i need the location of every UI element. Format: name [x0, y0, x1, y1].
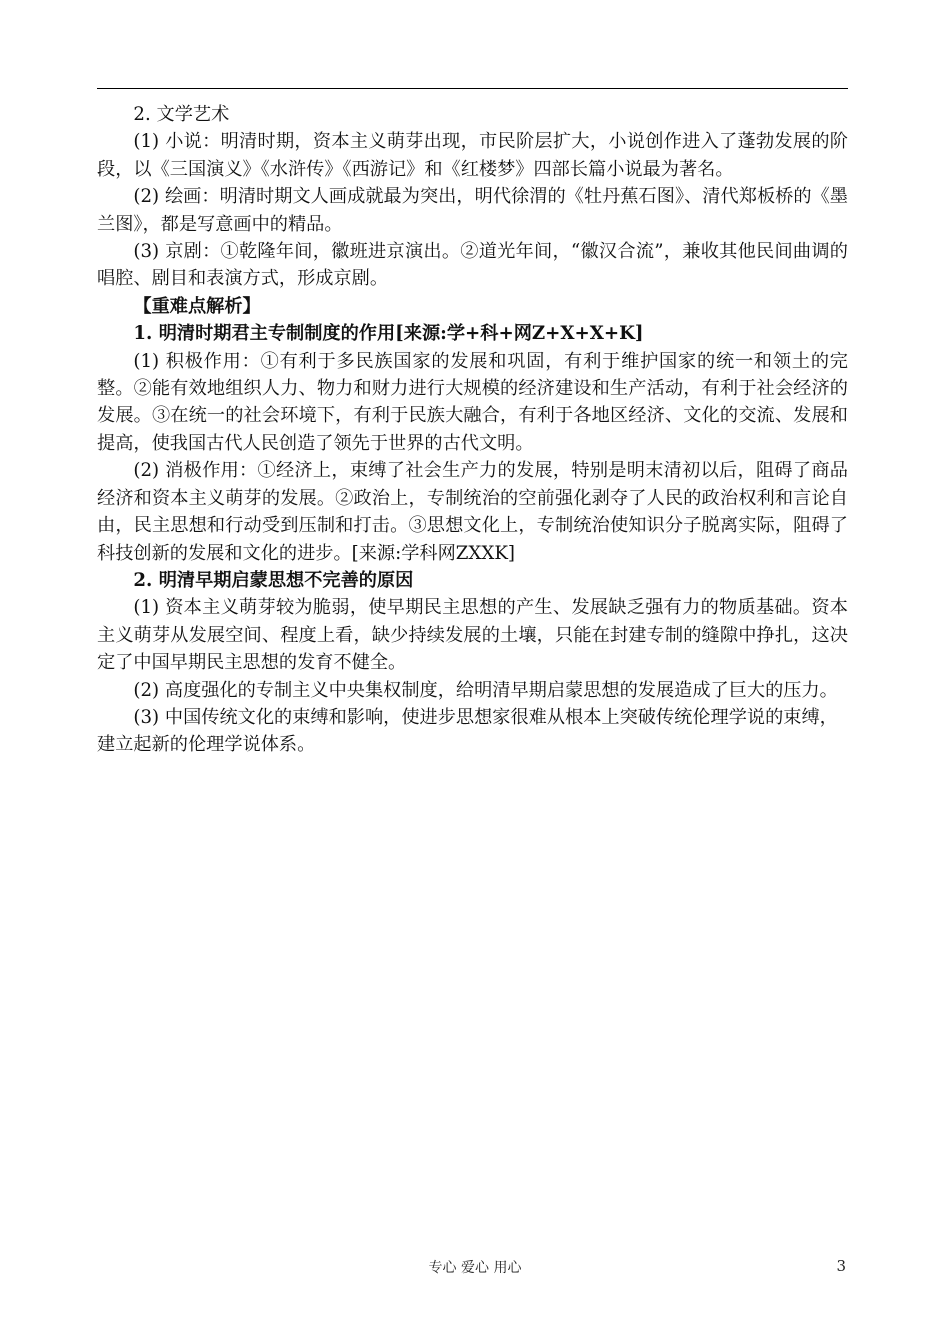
paragraph-painting: (2) 绘画：明清时期文人画成就最为突出，明代徐渭的《牡丹蕉石图》、清代郑板桥的《墨兰图》，都是写意画中的精品。 — [97, 186, 848, 235]
paragraph-reason-1: (1) 资本主义萌芽较为脆弱，使早期民主思想的产生、发展缺乏强有力的物质基础。资本主义萌芽从发展空间、程度上看，缺少持续发展的土壤，只能在封建专制的缝隙中挣扎，这决定了中国早期民主思想的发育不健全。 — [97, 597, 848, 674]
paragraph-novel: (1) 小说：明清时期，资本主义萌芽出现，市民阶层扩大，小说创作进入了蓬勃发展的阶段，以《三国演义》《水浒传》《西游记》和《红楼梦》四部长篇小说最为著名。 — [97, 131, 848, 180]
paragraph-negative-role: (2) 消极作用：①经济上，束缚了社会生产力的发展，特别是明末清初以后，阻碍了商品经济和资本主义萌芽的发展。②政治上，专制统治的空前强化剥夺了人民的政治权利和言论自由，民主思想和行动受到压制和打击。③思想文化上，专制统治使知识分子脱离实际，阻碍了科技创新的发展和文化的进步。[来源:学科网ZXXK] — [97, 460, 848, 564]
paragraph-peking-opera: (3) 京剧：①乾隆年间，徽班进京演出。②道光年间，“徽汉合流”，兼收其他民间曲调的唱腔、剧目和表演方式，形成京剧。 — [97, 241, 848, 290]
document-body — [97, 101, 848, 759]
subheading-autocracy-role: 1. 明清时期君主专制制度的作用[来源:学+科+网Z+X+X+K] — [133, 323, 644, 345]
footer-slogan: 专心 爱心 用心 — [428, 1260, 522, 1276]
paragraph-reason-3: (3) 中国传统文化的束缚和影响，使进步思想家很难从根本上突破传统伦理学说的束缚，建立起新的伦理学说体系。 — [97, 706, 838, 756]
section-heading-literature-art: 2. 文学艺术 — [133, 104, 230, 125]
header-rule — [97, 88, 848, 89]
paragraph-reason-2: (2) 高度强化的专制主义中央集权制度，给明清早期启蒙思想的发展造成了巨大的压力。 — [133, 679, 838, 701]
section-heading-key-points: 【重难点解析】 — [133, 295, 261, 317]
page-number: 3 — [836, 1257, 846, 1275]
subheading-enlightenment-reasons: 2. 明清早期启蒙思想不完善的原因 — [133, 569, 414, 591]
paragraph-positive-role: (1) 积极作用：①有利于多民族国家的发展和巩固，有利于维护国家的统一和领土的完整。②能有效地组织人力、物力和财力进行大规模的经济建设和生产活动，有利于社会经济的发展。③在统一的社会环境下，有利于民族大融合，有利于各地区经济、文化的交流、发展和提高，使我国古代人民创造了领先于世界的古代文明。 — [97, 350, 848, 454]
